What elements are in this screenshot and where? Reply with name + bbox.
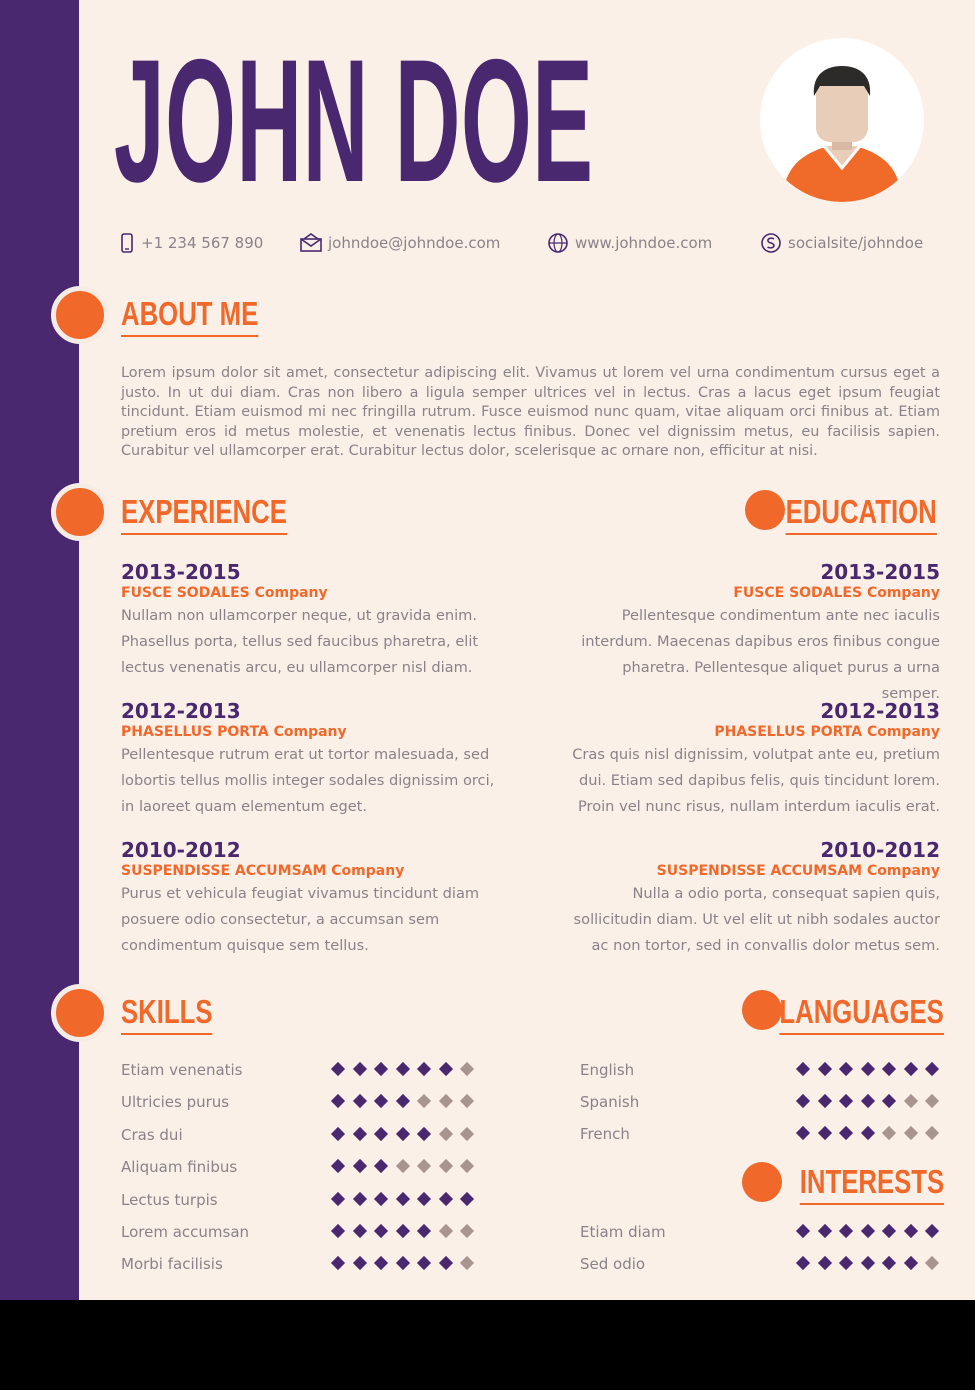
experience-description-line: Phasellus porta, tellus sed faucibus pharetra, elit <box>121 633 479 650</box>
contact-social[interactable] <box>760 232 923 254</box>
experience-description-line: posuere odio consectetur, a accumsan sem <box>121 911 440 928</box>
person-icon <box>760 38 924 202</box>
rating-diamond-filled <box>331 1256 345 1270</box>
education-years: 2012-2013 <box>820 699 940 723</box>
skills-row <box>121 1220 481 1244</box>
rating-diamond-filled <box>352 1192 366 1206</box>
rating-diamond-empty <box>925 1126 939 1140</box>
education-entry <box>560 838 940 959</box>
languages-label: Spanish <box>580 1093 640 1111</box>
rating-diamond-filled <box>417 1192 431 1206</box>
about-text: Lorem ipsum dolor sit amet, consectetur adipiscing elit. Vivamus ut lorem vel urna condimentum cursus eget a justo. In ut dui diam. Cras non libero a ligula semper ultrices vel in lectus. Cras a lacus eget ipsum feugiat tincidunt. Etiam euismod mi nec fringilla rutrum. Fusce euismod nunc quam, vitae aliquam orci finibus at. Etiam pretium eros id metus molestie, et venenatis lectus finibus. Donec vel dignissim metus, eu facilisis sapien. Curabitur vel ullamcorper erat. Curabitur lectus dolor, scelerisque ac ornare non, efficitur at nisi. <box>121 365 940 459</box>
rating-diamond-filled <box>352 1224 366 1238</box>
languages-row <box>580 1122 945 1146</box>
avatar <box>760 38 924 202</box>
experience-description-line: lectus venenatis arcu, eu ullamcorper nisl diam. <box>121 659 473 676</box>
rating-diamond-filled <box>796 1256 810 1270</box>
rating-diamond-empty <box>460 1062 474 1076</box>
rating-diamond-filled <box>374 1192 388 1206</box>
skills-label: Etiam venenatis <box>121 1061 243 1079</box>
section-marker <box>742 990 782 1030</box>
rating-diamond-empty <box>417 1159 431 1173</box>
rating-diamond-filled <box>860 1094 874 1108</box>
interests-row <box>580 1220 945 1244</box>
experience-heading: EXPERIENCE <box>121 495 287 535</box>
experience-company: PHASELLUS PORTA Company <box>121 724 347 740</box>
contact-website[interactable] <box>547 232 712 254</box>
rating-diamond-filled <box>839 1126 853 1140</box>
contact-phone-text: +1 234 567 890 <box>141 234 264 252</box>
rating-diamond-filled <box>438 1062 452 1076</box>
rating-diamond-filled <box>417 1224 431 1238</box>
skills-label: Morbi facilisis <box>121 1255 223 1273</box>
contact-phone[interactable] <box>119 232 263 254</box>
rating-diamond-filled <box>796 1062 810 1076</box>
skills-label: Cras dui <box>121 1126 183 1144</box>
experience-description-line: in laoreet quam elementum eget. <box>121 798 368 815</box>
social-icon <box>760 232 782 254</box>
rating-diamond-filled <box>460 1192 474 1206</box>
education-years: 2013-2015 <box>820 560 940 584</box>
education-description-line: Pellentesque condimentum ante nec iaculis <box>621 607 940 624</box>
rating-diamond-empty <box>903 1126 917 1140</box>
experience-description-line: Purus et vehicula feugiat vivamus tincidunt diam <box>121 885 480 902</box>
rating-diamond-filled <box>839 1224 853 1238</box>
rating-diamond-filled <box>882 1094 896 1108</box>
rating-diamond-filled <box>882 1224 896 1238</box>
skills-row <box>121 1252 481 1276</box>
languages-row <box>580 1058 945 1082</box>
rating-diamond-filled <box>374 1256 388 1270</box>
rating-diamond-filled <box>417 1062 431 1076</box>
experience-entry <box>121 560 501 681</box>
rating-diamond-filled <box>903 1256 917 1270</box>
experience-description-line: lobortis tellus mollis integer sodales dignissim orci, <box>121 772 495 789</box>
rating-diamond-filled <box>395 1192 409 1206</box>
skills-heading: SKILLS <box>121 995 213 1035</box>
contact-social-text: socialsite/johndoe <box>788 234 924 252</box>
rating-diamond-filled <box>374 1159 388 1173</box>
rating-diamond-filled <box>352 1094 366 1108</box>
sidebar-bar <box>0 0 79 1300</box>
rating-diamond-empty <box>903 1094 917 1108</box>
rating-diamond-filled <box>882 1062 896 1076</box>
rating-diamond-filled <box>417 1127 431 1141</box>
rating-diamond-filled <box>395 1094 409 1108</box>
envelope-icon <box>300 233 322 253</box>
education-company: SUSPENDISSE ACCUMSAM Company <box>656 863 940 879</box>
rating-diamond-empty <box>460 1094 474 1108</box>
education-years: 2010-2012 <box>820 838 940 862</box>
education-description-line: ac non tortor, sed in convallis dolor metus sem. <box>591 937 940 954</box>
rating-diamond-filled <box>817 1094 831 1108</box>
rating-diamond-empty <box>460 1256 474 1270</box>
education-entry <box>560 560 940 707</box>
rating-diamond-filled <box>374 1127 388 1141</box>
skills-label: Lorem accumsan <box>121 1223 250 1241</box>
languages-label: French <box>580 1125 630 1143</box>
rating-diamond-empty <box>417 1094 431 1108</box>
rating-diamond-filled <box>860 1062 874 1076</box>
contact-email-text: johndoe@johndoe.com <box>328 234 501 252</box>
rating-diamond-filled <box>438 1256 452 1270</box>
rating-diamond-filled <box>839 1062 853 1076</box>
experience-description-line: condimentum quisque sem tellus. <box>121 937 369 954</box>
rating-diamond-filled <box>796 1224 810 1238</box>
languages-heading: LANGUAGES <box>780 995 944 1035</box>
section-marker <box>742 1162 782 1202</box>
experience-years: 2013-2015 <box>121 560 241 584</box>
experience-years: 2010-2012 <box>121 838 241 862</box>
rating-diamond-filled <box>860 1224 874 1238</box>
rating-diamond-filled <box>796 1126 810 1140</box>
rating-diamond-filled <box>417 1256 431 1270</box>
phone-icon <box>119 233 135 253</box>
section-marker <box>51 984 109 1042</box>
rating-diamond-filled <box>925 1224 939 1238</box>
experience-company: SUSPENDISSE ACCUMSAM Company <box>121 863 405 879</box>
rating-diamond-filled <box>352 1062 366 1076</box>
education-company: FUSCE SODALES Company <box>733 585 940 601</box>
languages-row <box>580 1090 945 1114</box>
section-marker <box>51 483 109 541</box>
contact-website-text: www.johndoe.com <box>575 234 713 252</box>
education-description-line: sollicitudin diam. Ut vel elit ut nibh sodales auctor <box>573 911 940 928</box>
rating-diamond-filled <box>817 1062 831 1076</box>
rating-diamond-empty <box>438 1159 452 1173</box>
experience-entry <box>121 838 501 959</box>
rating-diamond-filled <box>395 1224 409 1238</box>
education-description-line: Cras quis nisl dignissim, volutpat ante eu, pretium <box>572 746 940 763</box>
rating-diamond-filled <box>839 1256 853 1270</box>
rating-diamond-filled <box>352 1159 366 1173</box>
rating-diamond-filled <box>903 1062 917 1076</box>
rating-diamond-filled <box>395 1127 409 1141</box>
about-heading: ABOUT ME <box>121 297 258 337</box>
skills-label: Lectus turpis <box>121 1191 218 1209</box>
rating-diamond-filled <box>352 1256 366 1270</box>
education-heading: EDUCATION <box>786 495 937 535</box>
languages-label: English <box>580 1061 635 1079</box>
rating-diamond-filled <box>331 1159 345 1173</box>
contact-email[interactable] <box>300 232 500 254</box>
interests-heading: INTERESTS <box>800 1165 944 1205</box>
rating-diamond-filled <box>882 1256 896 1270</box>
rating-diamond-filled <box>817 1256 831 1270</box>
education-description-line: dui. Etiam sed dapibus felis, quis tincidunt lorem. <box>578 772 940 789</box>
rating-diamond-filled <box>860 1256 874 1270</box>
rating-diamond-filled <box>395 1062 409 1076</box>
rating-diamond-filled <box>331 1094 345 1108</box>
rating-diamond-filled <box>331 1224 345 1238</box>
skills-row <box>121 1188 481 1212</box>
rating-diamond-filled <box>374 1094 388 1108</box>
section-marker <box>51 286 109 344</box>
experience-years: 2012-2013 <box>121 699 241 723</box>
rating-diamond-empty <box>460 1127 474 1141</box>
rating-diamond-empty <box>460 1159 474 1173</box>
interests-row <box>580 1252 945 1276</box>
interests-label: Sed odio <box>580 1255 646 1273</box>
rating-diamond-filled <box>839 1094 853 1108</box>
rating-diamond-filled <box>374 1224 388 1238</box>
rating-diamond-empty <box>925 1256 939 1270</box>
rating-diamond-empty <box>438 1127 452 1141</box>
experience-description-line: Pellentesque rutrum erat ut tortor malesuada, sed <box>121 746 490 763</box>
rating-diamond-filled <box>331 1062 345 1076</box>
education-description-line: interdum. Maecenas dapibus eros finibus congue <box>581 633 940 650</box>
education-entry <box>560 699 940 820</box>
education-description-line: pharetra. Pellentesque aliquet purus a urna semper. <box>622 659 940 702</box>
rating-diamond-filled <box>331 1192 345 1206</box>
rating-diamond-empty <box>395 1159 409 1173</box>
resume-name: JOHN DOE <box>114 24 594 219</box>
rating-diamond-filled <box>925 1062 939 1076</box>
education-description-line: Nulla a odio porta, consequat sapien quis, <box>632 885 940 902</box>
rating-diamond-filled <box>395 1256 409 1270</box>
experience-entry <box>121 699 501 820</box>
rating-diamond-empty <box>460 1224 474 1238</box>
rating-diamond-filled <box>374 1062 388 1076</box>
rating-diamond-filled <box>796 1094 810 1108</box>
skills-row <box>121 1058 481 1082</box>
rating-diamond-filled <box>331 1127 345 1141</box>
interests-label: Etiam diam <box>580 1223 666 1241</box>
globe-icon <box>547 232 569 254</box>
rating-diamond-filled <box>352 1127 366 1141</box>
section-marker <box>745 490 785 530</box>
rating-diamond-filled <box>903 1224 917 1238</box>
rating-diamond-empty <box>882 1126 896 1140</box>
skills-row <box>121 1090 481 1114</box>
rating-diamond-filled <box>817 1126 831 1140</box>
rating-diamond-empty <box>438 1224 452 1238</box>
rating-diamond-filled <box>817 1224 831 1238</box>
skills-row <box>121 1155 481 1179</box>
experience-company: FUSCE SODALES Company <box>121 585 328 601</box>
rating-diamond-empty <box>925 1094 939 1108</box>
education-company: PHASELLUS PORTA Company <box>714 724 940 740</box>
rating-diamond-filled <box>438 1192 452 1206</box>
skills-label: Aliquam finibus <box>121 1158 238 1176</box>
rating-diamond-empty <box>438 1094 452 1108</box>
experience-description-line: Nullam non ullamcorper neque, ut gravida enim. <box>121 607 477 624</box>
rating-diamond-filled <box>860 1126 874 1140</box>
skills-label: Ultricies purus <box>121 1093 230 1111</box>
education-description-line: Proin vel nunc risus, nullam interdum iaculis erat. <box>577 798 940 815</box>
skills-row <box>121 1123 481 1147</box>
